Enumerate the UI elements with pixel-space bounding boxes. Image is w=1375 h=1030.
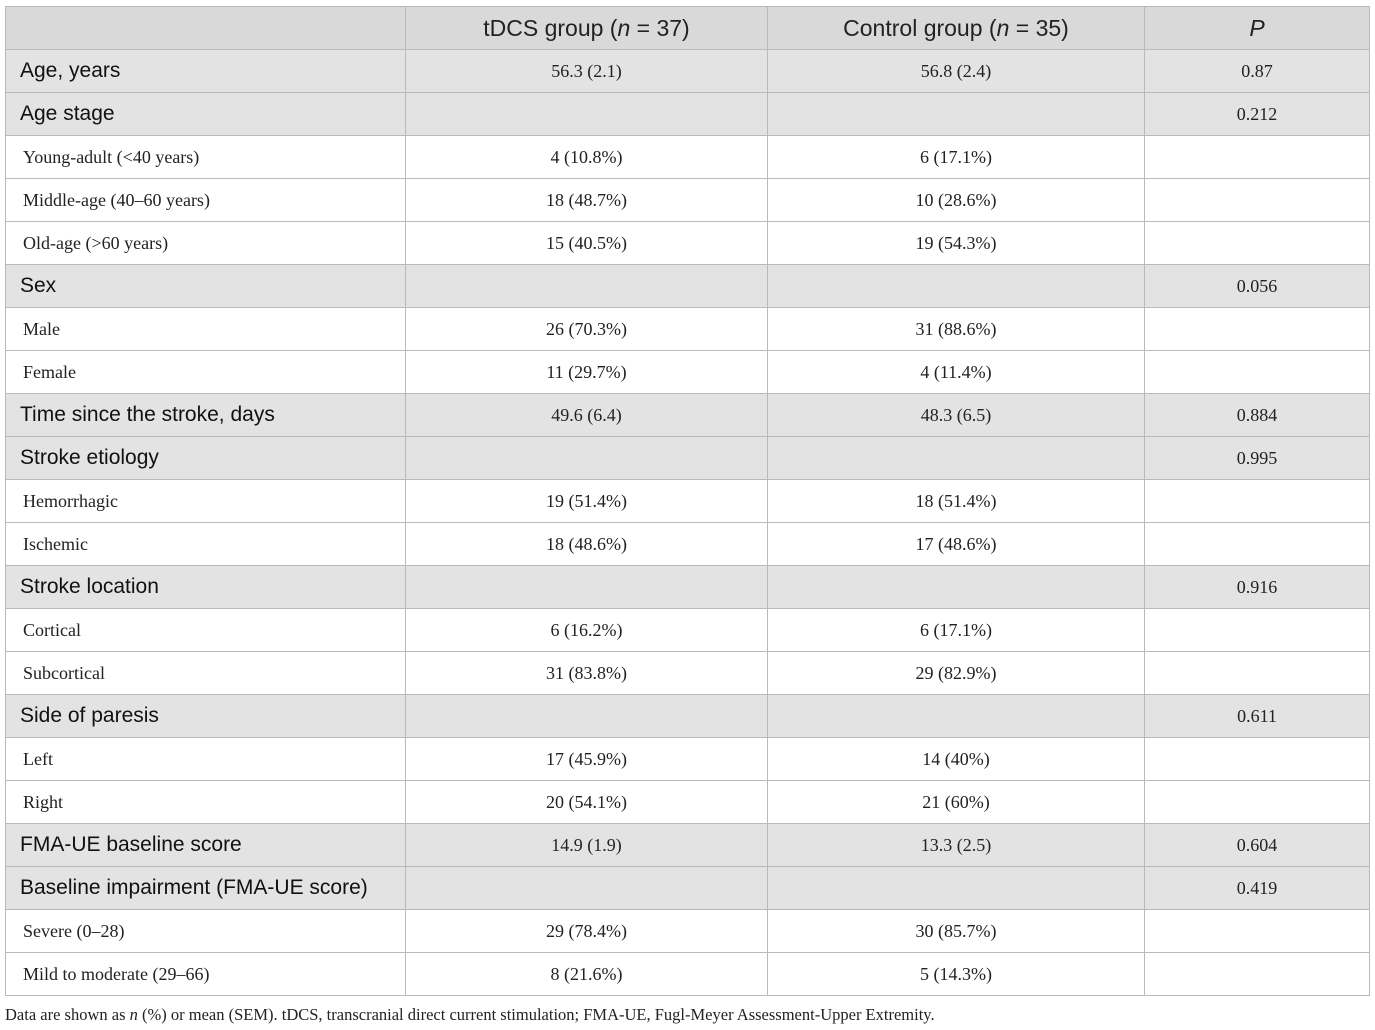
table-row <box>6 93 1370 136</box>
row-label: Sex <box>6 265 406 308</box>
row-label: Male <box>6 308 406 351</box>
table-row <box>6 781 1370 824</box>
row-label: Female <box>6 351 406 394</box>
control-value: 14 (40%) <box>768 738 1145 781</box>
table-row <box>6 609 1370 652</box>
tdcs-value <box>406 867 768 910</box>
table-row <box>6 953 1370 996</box>
control-value: 10 (28.6%) <box>768 179 1145 222</box>
row-label: Hemorrhagic <box>6 480 406 523</box>
p-value <box>1145 136 1370 179</box>
p-value <box>1145 523 1370 566</box>
tdcs-value: 31 (83.8%) <box>406 652 768 695</box>
tdcs-value: 26 (70.3%) <box>406 308 768 351</box>
row-label: Side of paresis <box>6 695 406 738</box>
p-value <box>1145 308 1370 351</box>
tdcs-value: 18 (48.7%) <box>406 179 768 222</box>
p-value <box>1145 609 1370 652</box>
tdcs-value: 4 (10.8%) <box>406 136 768 179</box>
table-body <box>6 50 1370 996</box>
control-value: 30 (85.7%) <box>768 910 1145 953</box>
header-variable <box>6 7 406 50</box>
row-label: Age, years <box>6 50 406 93</box>
header-p-value: P <box>1145 7 1370 50</box>
table-row <box>6 437 1370 480</box>
control-value <box>768 265 1145 308</box>
control-value: 4 (11.4%) <box>768 351 1145 394</box>
p-value: 0.611 <box>1145 695 1370 738</box>
row-label: Age stage <box>6 93 406 136</box>
row-label: Young-adult (<40 years) <box>6 136 406 179</box>
tdcs-value: 49.6 (6.4) <box>406 394 768 437</box>
control-value: 6 (17.1%) <box>768 609 1145 652</box>
p-value: 0.87 <box>1145 50 1370 93</box>
control-value: 21 (60%) <box>768 781 1145 824</box>
control-value: 56.8 (2.4) <box>768 50 1145 93</box>
tdcs-value: 15 (40.5%) <box>406 222 768 265</box>
control-value: 13.3 (2.5) <box>768 824 1145 867</box>
p-value <box>1145 738 1370 781</box>
row-label: Stroke location <box>6 566 406 609</box>
tdcs-value: 29 (78.4%) <box>406 910 768 953</box>
demographics-table <box>5 6 1370 996</box>
control-value: 31 (88.6%) <box>768 308 1145 351</box>
table-row <box>6 222 1370 265</box>
table-row <box>6 738 1370 781</box>
table-row <box>6 824 1370 867</box>
header-tdcs-group: tDCS group (n = 37) <box>406 7 768 50</box>
tdcs-value: 19 (51.4%) <box>406 480 768 523</box>
tdcs-value: 17 (45.9%) <box>406 738 768 781</box>
table-row <box>6 523 1370 566</box>
row-label: FMA-UE baseline score <box>6 824 406 867</box>
row-label: Middle-age (40–60 years) <box>6 179 406 222</box>
table-row <box>6 50 1370 93</box>
p-value: 0.419 <box>1145 867 1370 910</box>
p-value: 0.604 <box>1145 824 1370 867</box>
table-row <box>6 652 1370 695</box>
table-row <box>6 394 1370 437</box>
row-label: Left <box>6 738 406 781</box>
tdcs-value: 6 (16.2%) <box>406 609 768 652</box>
control-value: 18 (51.4%) <box>768 480 1145 523</box>
p-value <box>1145 953 1370 996</box>
p-value <box>1145 222 1370 265</box>
control-value <box>768 566 1145 609</box>
table-row <box>6 867 1370 910</box>
tdcs-value: 18 (48.6%) <box>406 523 768 566</box>
row-label: Mild to moderate (29–66) <box>6 953 406 996</box>
p-value: 0.884 <box>1145 394 1370 437</box>
p-value <box>1145 652 1370 695</box>
control-value: 48.3 (6.5) <box>768 394 1145 437</box>
control-value: 5 (14.3%) <box>768 953 1145 996</box>
control-value: 19 (54.3%) <box>768 222 1145 265</box>
p-value: 0.212 <box>1145 93 1370 136</box>
table-row <box>6 351 1370 394</box>
table-row <box>6 179 1370 222</box>
p-value <box>1145 179 1370 222</box>
table-row <box>6 308 1370 351</box>
row-label: Stroke etiology <box>6 437 406 480</box>
control-value: 6 (17.1%) <box>768 136 1145 179</box>
table-row <box>6 910 1370 953</box>
p-value <box>1145 351 1370 394</box>
row-label: Severe (0–28) <box>6 910 406 953</box>
tdcs-value: 20 (54.1%) <box>406 781 768 824</box>
row-label: Baseline impairment (FMA-UE score) <box>6 867 406 910</box>
row-label: Cortical <box>6 609 406 652</box>
row-label: Right <box>6 781 406 824</box>
tdcs-value: 56.3 (2.1) <box>406 50 768 93</box>
control-value <box>768 867 1145 910</box>
table-row <box>6 136 1370 179</box>
control-value <box>768 93 1145 136</box>
row-label: Old-age (>60 years) <box>6 222 406 265</box>
table-row <box>6 566 1370 609</box>
p-value <box>1145 781 1370 824</box>
row-label: Time since the stroke, days <box>6 394 406 437</box>
tdcs-value <box>406 695 768 738</box>
p-value <box>1145 910 1370 953</box>
control-value: 29 (82.9%) <box>768 652 1145 695</box>
header-control-group: Control group (n = 35) <box>768 7 1145 50</box>
tdcs-value: 8 (21.6%) <box>406 953 768 996</box>
row-label: Subcortical <box>6 652 406 695</box>
tdcs-value: 11 (29.7%) <box>406 351 768 394</box>
tdcs-value <box>406 265 768 308</box>
p-value: 0.995 <box>1145 437 1370 480</box>
table-footnote: Data are shown as n (%) or mean (SEM). tDCS, transcranial direct current stimulation; FMA-UE, Fugl-Meyer Assessment-Upper Extremity. <box>5 1005 935 1024</box>
control-value <box>768 437 1145 480</box>
p-value: 0.056 <box>1145 265 1370 308</box>
control-value: 17 (48.6%) <box>768 523 1145 566</box>
table-row <box>6 480 1370 523</box>
tdcs-value <box>406 93 768 136</box>
table-row <box>6 695 1370 738</box>
tdcs-value <box>406 566 768 609</box>
p-value <box>1145 480 1370 523</box>
table-row <box>6 265 1370 308</box>
control-value <box>768 695 1145 738</box>
p-value: 0.916 <box>1145 566 1370 609</box>
row-label: Ischemic <box>6 523 406 566</box>
table-header-row <box>6 7 1370 50</box>
tdcs-value <box>406 437 768 480</box>
tdcs-value: 14.9 (1.9) <box>406 824 768 867</box>
